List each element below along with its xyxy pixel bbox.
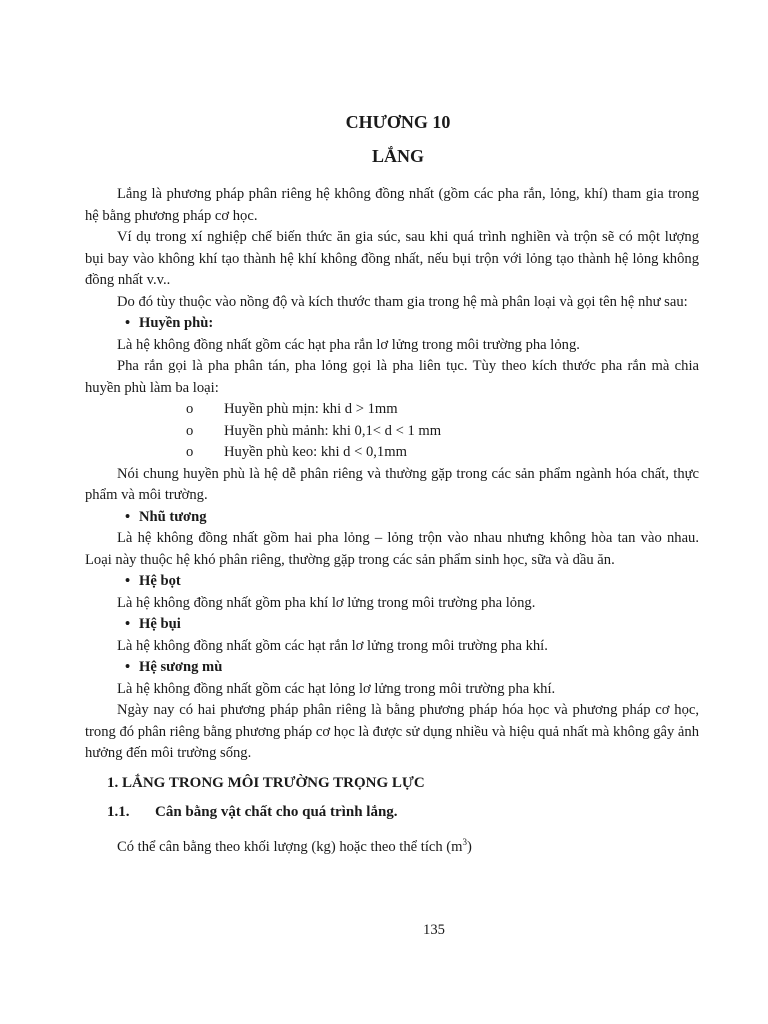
paragraph-conclusion: Ngày nay có hai phương pháp phân riêng là bằng phương pháp hóa học và phương pháp cơ học, trong đó phân riêng bằng phương pháp cơ học là được sử dụng nhiều và hiệu quả nhất mà không gây ảnh hưởng đến môi trường sống. <box>85 702 699 761</box>
page-number: 135 <box>423 922 445 938</box>
circle-bullet-icon: o <box>186 422 194 439</box>
section-heading-1: 1. LẮNG TRONG MÔI TRƯỜNG TRỌNG LỰC <box>107 774 425 791</box>
paragraph-intro: Lắng là phương pháp phân riêng hệ không đồng nhất (gồm các pha rắn, lỏng, khí) tham gia trong hệ bằng phương pháp cơ học. <box>85 186 699 224</box>
bullet-icon: • <box>125 508 131 525</box>
list-item: o Huyền phù keo: khi d < 0,1mm <box>85 442 699 464</box>
section-heading-he-bui: • Hệ bụi <box>85 614 699 636</box>
section-heading-1-1: 1.1. Cân bằng vật chất cho quá trình lắng. <box>107 804 398 820</box>
section-heading-he-bot: • Hệ bọt <box>85 571 699 593</box>
paragraph-balance: Có thể cân bằng theo khối lượng (kg) hoặc theo thể tích $(m^3)$ <box>117 836 472 855</box>
section-heading-huyen-phu: • Huyền phù: <box>85 313 699 335</box>
huyen-phu-definition: Là hệ không đồng nhất gồm các hạt pha rắn lơ lửng trong môi trường pha lỏng. <box>117 336 580 353</box>
section-heading-he-suong-mu: • Hệ sương mù <box>85 657 699 679</box>
list-item: o Huyền phù mịn: khi d > 1mm <box>85 399 699 421</box>
bullet-icon: • <box>125 315 131 331</box>
bullet-icon: • <box>125 659 131 675</box>
list-item: o Huyền phù mảnh: khi 0,1< d < 1 mm <box>85 421 699 443</box>
huyen-phu-description: Pha rắn gọi là pha phân tán, pha lỏng gọi là pha liên tục. Tùy theo kích thước pha rắn mà chia huyền phù làm ba loại: <box>85 358 699 396</box>
nhu-tuong-definition: Là hệ không đồng nhất gồm hai pha lỏng – lỏng trộn vào nhau nhưng không hòa tan vào nhau. Loại này thuộc hệ khó phân riêng, thường gặp trong các sản phẩm sinh học, sữa và dầu ăn. <box>85 530 699 568</box>
bullet-icon: • <box>125 573 131 589</box>
he-bui-definition: Là hệ không đồng nhất gồm các hạt rắn lơ lửng trong môi trường pha khí. <box>117 637 548 654</box>
section-heading-nhu-tuong: • Nhũ tương <box>85 507 699 529</box>
paragraph-example: Ví dụ trong xí nghiệp chế biến thức ăn gia súc, sau khi quá trình nghiền và trộn sẽ có một lượng bụi bay vào không khí tạo thành hệ khí không đồng nhất, nếu bụi trộn với lỏng tạo thành hệ lỏng không đồng nhất v.v.. <box>85 229 699 288</box>
circle-bullet-icon: o <box>186 401 194 417</box>
huyen-phu-summary: Nói chung huyền phù là hệ dễ phân riêng và thường gặp trong các sản phẩm ngành hóa chất, thực phẩm và môi trường. <box>85 465 699 503</box>
chapter-title: LẮNG <box>371 146 424 166</box>
he-bot-definition: Là hệ không đồng nhất gồm pha khí lơ lửng trong môi trường pha lỏng. <box>117 594 536 611</box>
he-suong-mu-definition: Là hệ không đồng nhất gồm các hạt lỏng lơ lửng trong môi trường pha khí. <box>117 680 556 697</box>
body-text <box>85 184 699 858</box>
paragraph-classification: Do đó tùy thuộc vào nồng độ và kích thước tham gia trong hệ mà phân loại và gọi tên hệ như sau: <box>117 293 688 310</box>
chapter-number: CHƯƠNG 10 <box>345 112 451 132</box>
circle-bullet-icon: o <box>186 444 194 460</box>
bullet-icon: • <box>125 616 131 632</box>
